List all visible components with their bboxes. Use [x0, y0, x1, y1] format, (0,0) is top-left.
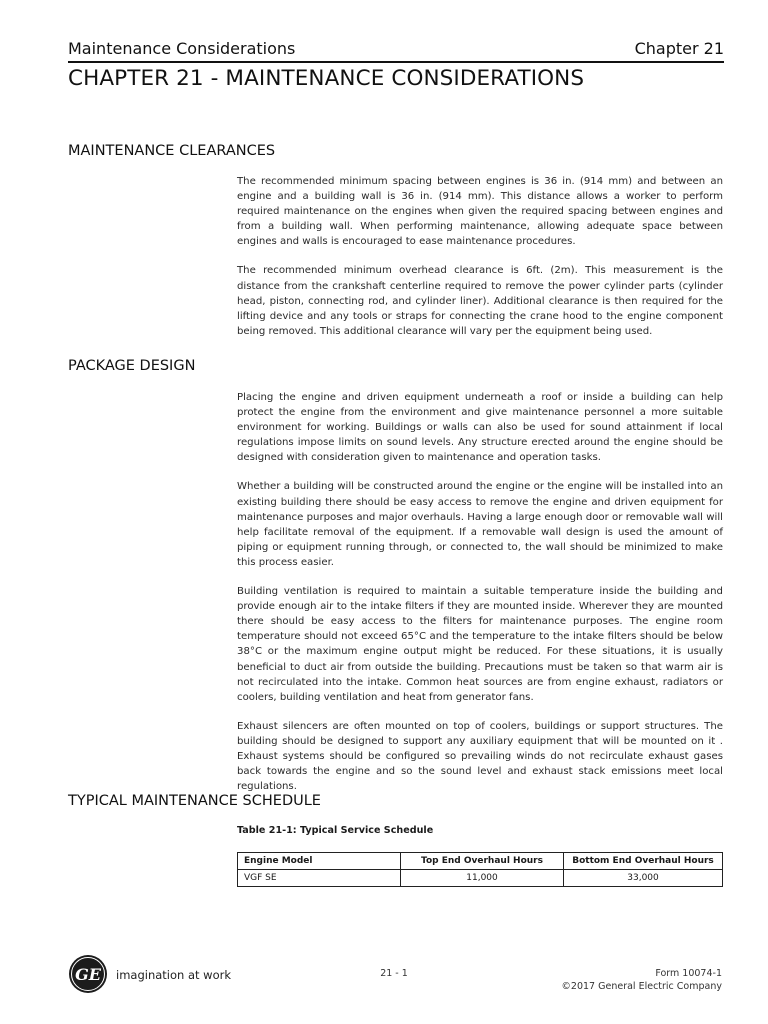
footer-form-info — [561, 967, 722, 993]
paragraph: The recommended minimum spacing between engines is 36 in. (914 mm) and between an engine and a building wall is 36 in. (914 mm). This distance allows a worker to perform required maintenance on the engines when given the required spacing between engines and from a building wall. When performing maintenance, allowing adequate space between engines and walls is encouraged to ease maintenance procedures. — [237, 176, 723, 248]
form-number: Form 10074-1 — [655, 968, 722, 979]
header-divider — [68, 61, 724, 63]
paragraph: Exhaust silencers are often mounted on top of coolers, buildings or support structures. The building should be designed to support any auxiliary equipment that will be mounted on it . Exhaust systems should be configured so prevailing winds do not recirculate exhaust gases back towards the engine and so the sound level and exhaust stack emissions meet local regulations. — [237, 720, 723, 793]
running-header-chapter-label: Chapter 21 — [634, 39, 724, 58]
section-heading-clearances: MAINTENANCE CLEARANCES — [68, 143, 276, 159]
paragraph: Whether a building will be constructed around the engine or the engine will be installed into an existing building there should be easy access to remove the engine and driven equipment for maintenance purposes and major overhauls. Having a large enough door or removable wall will help facilitate removal of the equipment. If a removable wall design is used the amount of piping or equipment running through, or connected to, the wall should be minimized to make this process easier. — [237, 481, 723, 568]
table-cell: VGF SE — [238, 870, 401, 887]
page-number: 21 - 1 — [380, 968, 408, 979]
table-caption: Table 21-1: Typical Service Schedule — [237, 825, 434, 836]
paragraph: The recommended minimum overhead clearance is 6ft. (2m). This measurement is the distance from the crankshaft centerline required to remove the power cylinder parts (cylinder head, piston, connecting rod, and cylinder liner). Additional clearance is then required for the lifting device and any tools or straps for connecting the crane hood to the engine component being removed. This additional clearance will vary per the equipment being used. — [237, 265, 723, 337]
table-header-cell: Engine Model — [238, 853, 401, 870]
paragraph: Placing the engine and driven equipment underneath a roof or inside a building can help protect the engine from the environment and give maintenance personnel a more suitable environment for working. Buildings or walls can also be used for sound attainment if local regulations impose limits on sound levels. Any structure erected around the engine should be designed with consideration given to maintenance and operation tasks. — [237, 392, 723, 464]
table-header-cell: Top End Overhaul Hours — [401, 853, 564, 870]
service-schedule-table — [237, 852, 723, 887]
section-heading-package: PACKAGE DESIGN — [68, 358, 196, 374]
section-body-package — [237, 390, 723, 808]
table-header-row — [238, 853, 723, 870]
table-cell: 11,000 — [401, 870, 564, 887]
footer-tagline: imagination at work — [116, 968, 231, 982]
table-row — [238, 870, 723, 887]
section-heading-schedule: TYPICAL MAINTENANCE SCHEDULE — [68, 793, 321, 809]
ge-logo-icon — [68, 954, 108, 994]
table-cell: 33,000 — [564, 870, 723, 887]
section-body-clearances — [237, 174, 723, 353]
chapter-title: CHAPTER 21 - MAINTENANCE CONSIDERATIONS — [68, 66, 585, 91]
running-header-section-title: Maintenance Considerations — [68, 39, 296, 58]
table-header-cell: Bottom End Overhaul Hours — [564, 853, 723, 870]
logo-text: GE — [75, 965, 101, 984]
running-header — [68, 30, 724, 58]
copyright-notice: ©2017 General Electric Company — [561, 981, 722, 992]
paragraph: Building ventilation is required to maintain a suitable temperature inside the building and provide enough air to the intake filters if they are mounted inside. Wherever they are mounted there should be easy access to the filters for maintenance purposes. The engine room temperature should not exceed 65°C and the temperature to the intake filters should be below 38°C or the maximum engine output might be reduced. For these situations, it is usually beneficial to duct air from outside the building. Precautions must be taken so that warm air is not recirculated into the intake. Common heat sources are from engine exhaust, radiators or coolers, building ventilation and heat from generator fans. — [237, 586, 723, 703]
